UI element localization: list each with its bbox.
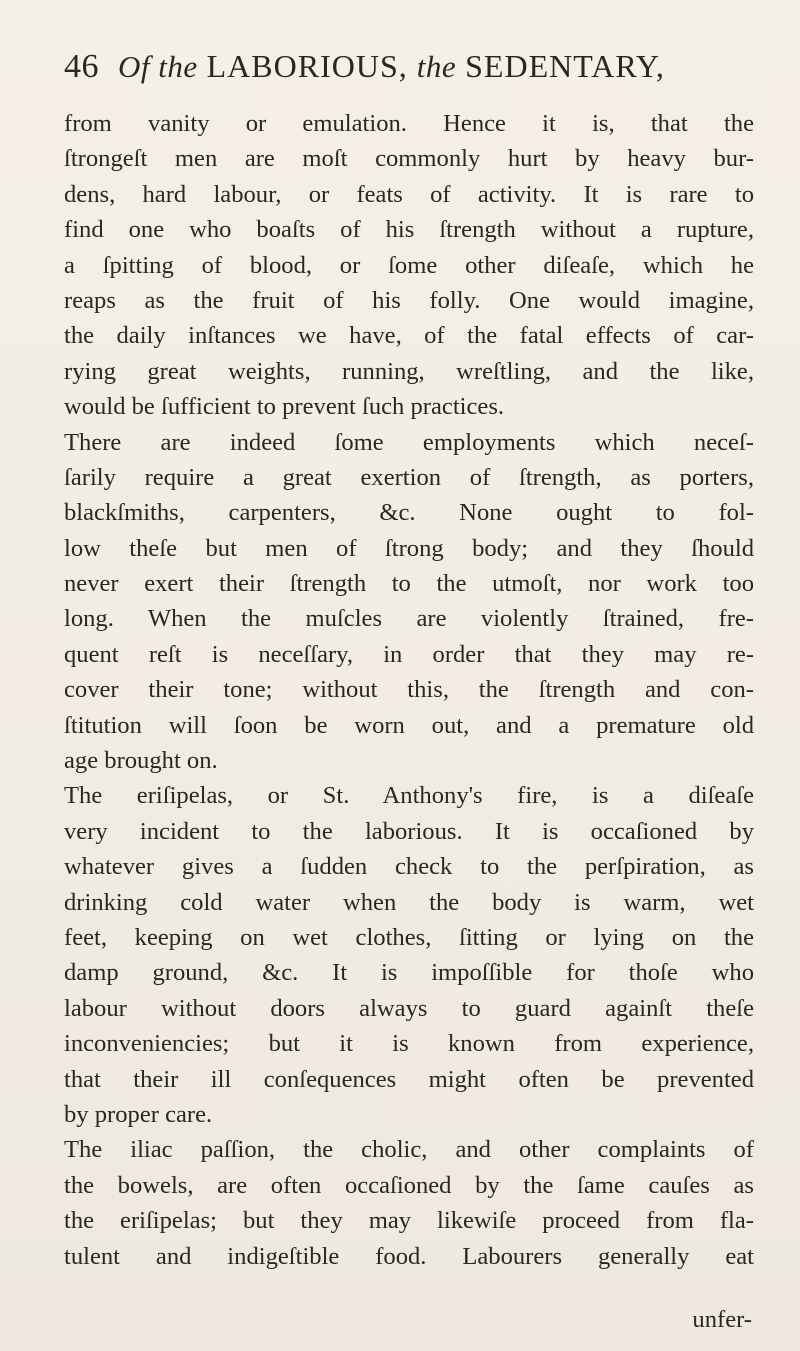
text-line: the bowels, are often occaſioned by the ſame cauſes as — [64, 1171, 754, 1199]
text-line: by proper care. — [64, 1100, 213, 1128]
text-line: dens, hard labour, or feats of activity. It is rare to — [64, 180, 754, 208]
text-line: find one who boaſts of his ſtrength without a rupture, — [64, 216, 754, 244]
text-line: There are indeed ſome employments which neceſ- — [64, 428, 754, 456]
text-line: the eriſipelas; but they may likewiſe proceed from fla- — [64, 1207, 754, 1235]
text-line: inconveniencies; but it is known from experience, — [64, 1030, 754, 1058]
text-line: low theſe but men of ſtrong body; and they ſhould — [64, 534, 754, 562]
text-line: feet, keeping on wet clothes, ſitting or lying on the — [64, 923, 754, 951]
header-title-mid: the — [416, 49, 457, 84]
text-line: long. When the muſcles are violently ſtrained, fre- — [64, 605, 754, 633]
header-title-prefix: Of the — [118, 49, 198, 84]
text-line: very incident to the laborious. It is occaſioned by — [64, 817, 754, 845]
page-number: 46 — [64, 48, 99, 85]
text-line: the daily inſtances we have, of the fatal effects of car- — [64, 322, 754, 350]
text-line: damp ground, &c. It is impoſſible for thoſe who — [64, 959, 754, 987]
text-line: would be ſufficient to prevent ſuch practices. — [64, 393, 505, 421]
text-line: that their ill conſequences might often be prevented — [64, 1065, 754, 1093]
body-text — [64, 106, 754, 1274]
text-line: ſarily require a great exertion of ſtrength, as porters, — [64, 463, 754, 491]
text-line: never exert their ſtrength to the utmoſt, nor work too — [64, 570, 754, 598]
catchword: unfer- — [692, 1306, 752, 1333]
text-line: from vanity or emulation. Hence it is, that the — [64, 110, 754, 137]
text-line: quent reſt is neceſſary, in order that they may re- — [64, 640, 754, 668]
text-line: ſtitution will ſoon be worn out, and a premature old — [64, 711, 754, 739]
running-header — [64, 46, 764, 87]
header-title-laborious: LABORIOUS, — [206, 48, 408, 84]
text-line: a ſpitting of blood, or ſome other diſeaſe, which he — [64, 251, 754, 279]
text-line: The eriſipelas, or St. Anthony's fire, is a diſeaſe — [64, 782, 754, 810]
text-line: whatever gives a ſudden check to the perſpiration, as — [64, 853, 754, 881]
text-line: rying great weights, running, wreſtling, and the like, — [64, 357, 754, 385]
text-line: reaps as the fruit of his folly. One would imagine, — [64, 286, 754, 314]
text-line: ſtrongeſt men are moſt commonly hurt by heavy bur- — [64, 145, 754, 173]
text-line: age brought on. — [64, 747, 218, 775]
text-line: cover their tone; without this, the ſtrength and con- — [64, 676, 754, 704]
text-line: tulent and indigeſtible food. Labourers generally eat — [64, 1242, 754, 1270]
text-line: The iliac paſſion, the cholic, and other complaints of — [64, 1136, 754, 1164]
text-line: drinking cold water when the body is warm, wet — [64, 888, 754, 916]
text-line: labour without doors always to guard againſt theſe — [64, 994, 754, 1022]
header-title-sedentary: SEDENTARY, — [465, 48, 665, 84]
text-line: blackſmiths, carpenters, &c. None ought to fol- — [64, 499, 754, 527]
